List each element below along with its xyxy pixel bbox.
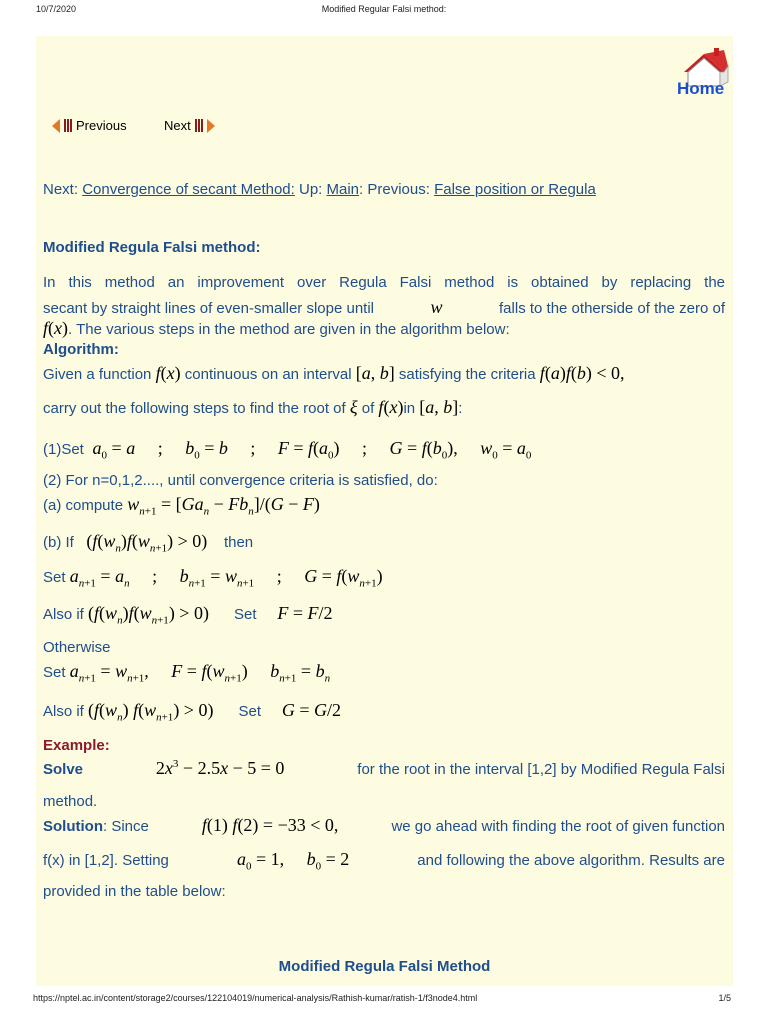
breadcrumb-up-label: Up: xyxy=(294,181,327,198)
print-page-number: 1/5 xyxy=(718,993,731,1003)
then-label: then xyxy=(223,534,254,551)
provided-text: provided in the table below: xyxy=(43,883,226,900)
link-main[interactable]: Main xyxy=(326,181,360,198)
solution-label: Solution xyxy=(43,818,103,835)
math-step-b-set: $a_{n+1} = a_n$ ; $b_{n+1} = w_{n+1}$ ; $G = f(w_{n+1})$ xyxy=(69,566,383,590)
also-if-label: Also if xyxy=(43,703,84,720)
carry-a: carry out the following steps to find the root of xyxy=(43,400,346,417)
math-fx: f(x) xyxy=(378,397,404,417)
arrow-right-icon xyxy=(207,119,215,133)
math-fx: f(x) xyxy=(43,318,69,338)
next-label: Next xyxy=(164,118,191,133)
previous-label: Previous xyxy=(76,118,127,133)
example-heading: Example: xyxy=(43,737,110,754)
setting-b: and following the above algorithm. Results are xyxy=(417,852,725,869)
print-url: https://nptel.ac.in/content/storage2/courses/122104019/numerical-analysis/Rathish-kumar/ratish-1/f3node4.html xyxy=(33,993,478,1003)
previous-button[interactable] xyxy=(52,118,127,133)
math-also-if-1: $(f(w_n)f(w_{n+1}) > 0)$ xyxy=(88,603,209,627)
math-w: w xyxy=(430,297,443,317)
math-a0-b0: $a_0 = 1$, $b_0 = 2$ xyxy=(236,849,350,873)
solve-text: for the root in the interval [1,2] by Modified Regula Falsi xyxy=(357,761,725,778)
algorithm-heading: Algorithm: xyxy=(43,341,119,358)
bars-icon xyxy=(64,119,72,132)
math-fx: f(x) xyxy=(155,363,181,383)
arrow-left-icon xyxy=(52,119,60,133)
breadcrumb-next-label: Next: xyxy=(43,181,83,198)
otherwise-set xyxy=(43,661,330,685)
solve-end: method. xyxy=(43,793,98,810)
intro-line-3-text: . The various steps in the method are given in the algorithm below: xyxy=(68,321,510,338)
intro-line-1: In this method an improvement over Regula Falsi method is obtained by replacing the xyxy=(43,274,725,291)
home-label[interactable]: Home xyxy=(677,79,725,98)
intro-line-3 xyxy=(43,318,510,339)
given-a: Given a function xyxy=(43,366,152,383)
next-button[interactable] xyxy=(164,118,215,133)
given-c: satisfying the criteria xyxy=(398,366,536,383)
setting-a: f(x) in [1,2]. Setting xyxy=(43,852,169,869)
math-otherwise-set: $a_{n+1} = w_{n+1}$, $F = f(w_{n+1})$ $b_{n+1} = b_n$ xyxy=(69,661,331,685)
math-step-b: $(f(w_n)f(w_{n+1}) > 0)$ xyxy=(86,531,208,555)
also-if-label: Also if xyxy=(43,606,84,623)
solve-label: Solve xyxy=(43,761,84,778)
step-b xyxy=(43,531,253,555)
step-b-label: (b) If xyxy=(43,534,74,551)
step-a xyxy=(43,494,320,518)
step-b-set xyxy=(43,566,383,590)
link-false-position[interactable]: False position or Regula xyxy=(434,181,596,198)
document-page xyxy=(36,36,733,986)
bars-icon xyxy=(195,119,203,132)
solution-b: we go ahead with finding the root of given function xyxy=(391,818,725,835)
section-title: Modified Regula Falsi method: xyxy=(43,239,261,256)
math-step-a: $w_{n+1} = [Ga_n - Fb_n]/(G - F)$ xyxy=(127,494,320,518)
intro-line-2a: secant by straight lines of even-smaller slope until xyxy=(43,300,374,317)
solution-a: : Since xyxy=(103,818,149,835)
step-2: (2) For n=0,1,2...., until convergence criteria is satisfied, do: xyxy=(43,472,438,489)
carry-b: of xyxy=(361,400,375,417)
math-interval-ab: [a, b] xyxy=(419,397,459,417)
step-b-also-if xyxy=(43,603,333,627)
print-header xyxy=(0,4,768,18)
print-footer xyxy=(0,993,768,1007)
math-f1f2: f(1) f(2) = −33 < 0, xyxy=(201,815,339,835)
breadcrumb-previous-label: : Previous: xyxy=(359,181,435,198)
math-f-half: F = F/2 xyxy=(277,603,333,623)
math-criteria: f(a)f(b) < 0, xyxy=(539,363,625,383)
step-1-label: (1)Set xyxy=(43,441,84,458)
algorithm-carry: carry out the following steps to find the root of ξ of f(x)in [a, b]: xyxy=(43,397,463,417)
otherwise: Otherwise xyxy=(43,639,111,656)
math-equation: $2x^3 - 2.5x - 5 = 0$ xyxy=(155,758,285,778)
set-label: Set xyxy=(233,606,257,623)
breadcrumb xyxy=(43,181,596,198)
algorithm-given xyxy=(43,363,624,384)
table-title: Modified Regula Falsi Method xyxy=(278,958,491,975)
intro-line-2b: falls to the otherside of the zero of xyxy=(499,300,725,317)
step-1 xyxy=(43,438,531,462)
given-b: continuous on an interval xyxy=(184,366,352,383)
otherwise-also-if xyxy=(43,700,341,724)
example-solution xyxy=(43,815,725,836)
set-label: Set xyxy=(238,703,261,720)
set-label: Set xyxy=(43,569,66,586)
print-date: 10/7/2020 xyxy=(36,4,77,14)
set-label: Set xyxy=(43,664,66,681)
math-step-1: $a_0 = a$ ; $b_0 = b$ ; $F = f(a_0)$ ; $G = f(b_0)$, $w_0 = a_0$ xyxy=(92,438,532,462)
step-a-label: (a) compute xyxy=(43,497,124,514)
math-also-if-2: $(f(w_n) f(w_{n+1}) > 0)$ xyxy=(88,700,214,724)
math-xi: ξ xyxy=(349,397,358,417)
intro-line-2 xyxy=(43,297,725,318)
print-title: Modified Regular Falsi method: xyxy=(321,4,447,14)
example-setting xyxy=(43,849,725,873)
link-convergence-secant[interactable]: Convergence of secant Method: xyxy=(82,181,295,198)
math-g-half: G = G/2 xyxy=(281,700,341,720)
math-interval-ab: [a, b] xyxy=(355,363,395,383)
carry-c: in xyxy=(403,400,416,417)
example-solve xyxy=(43,758,725,779)
